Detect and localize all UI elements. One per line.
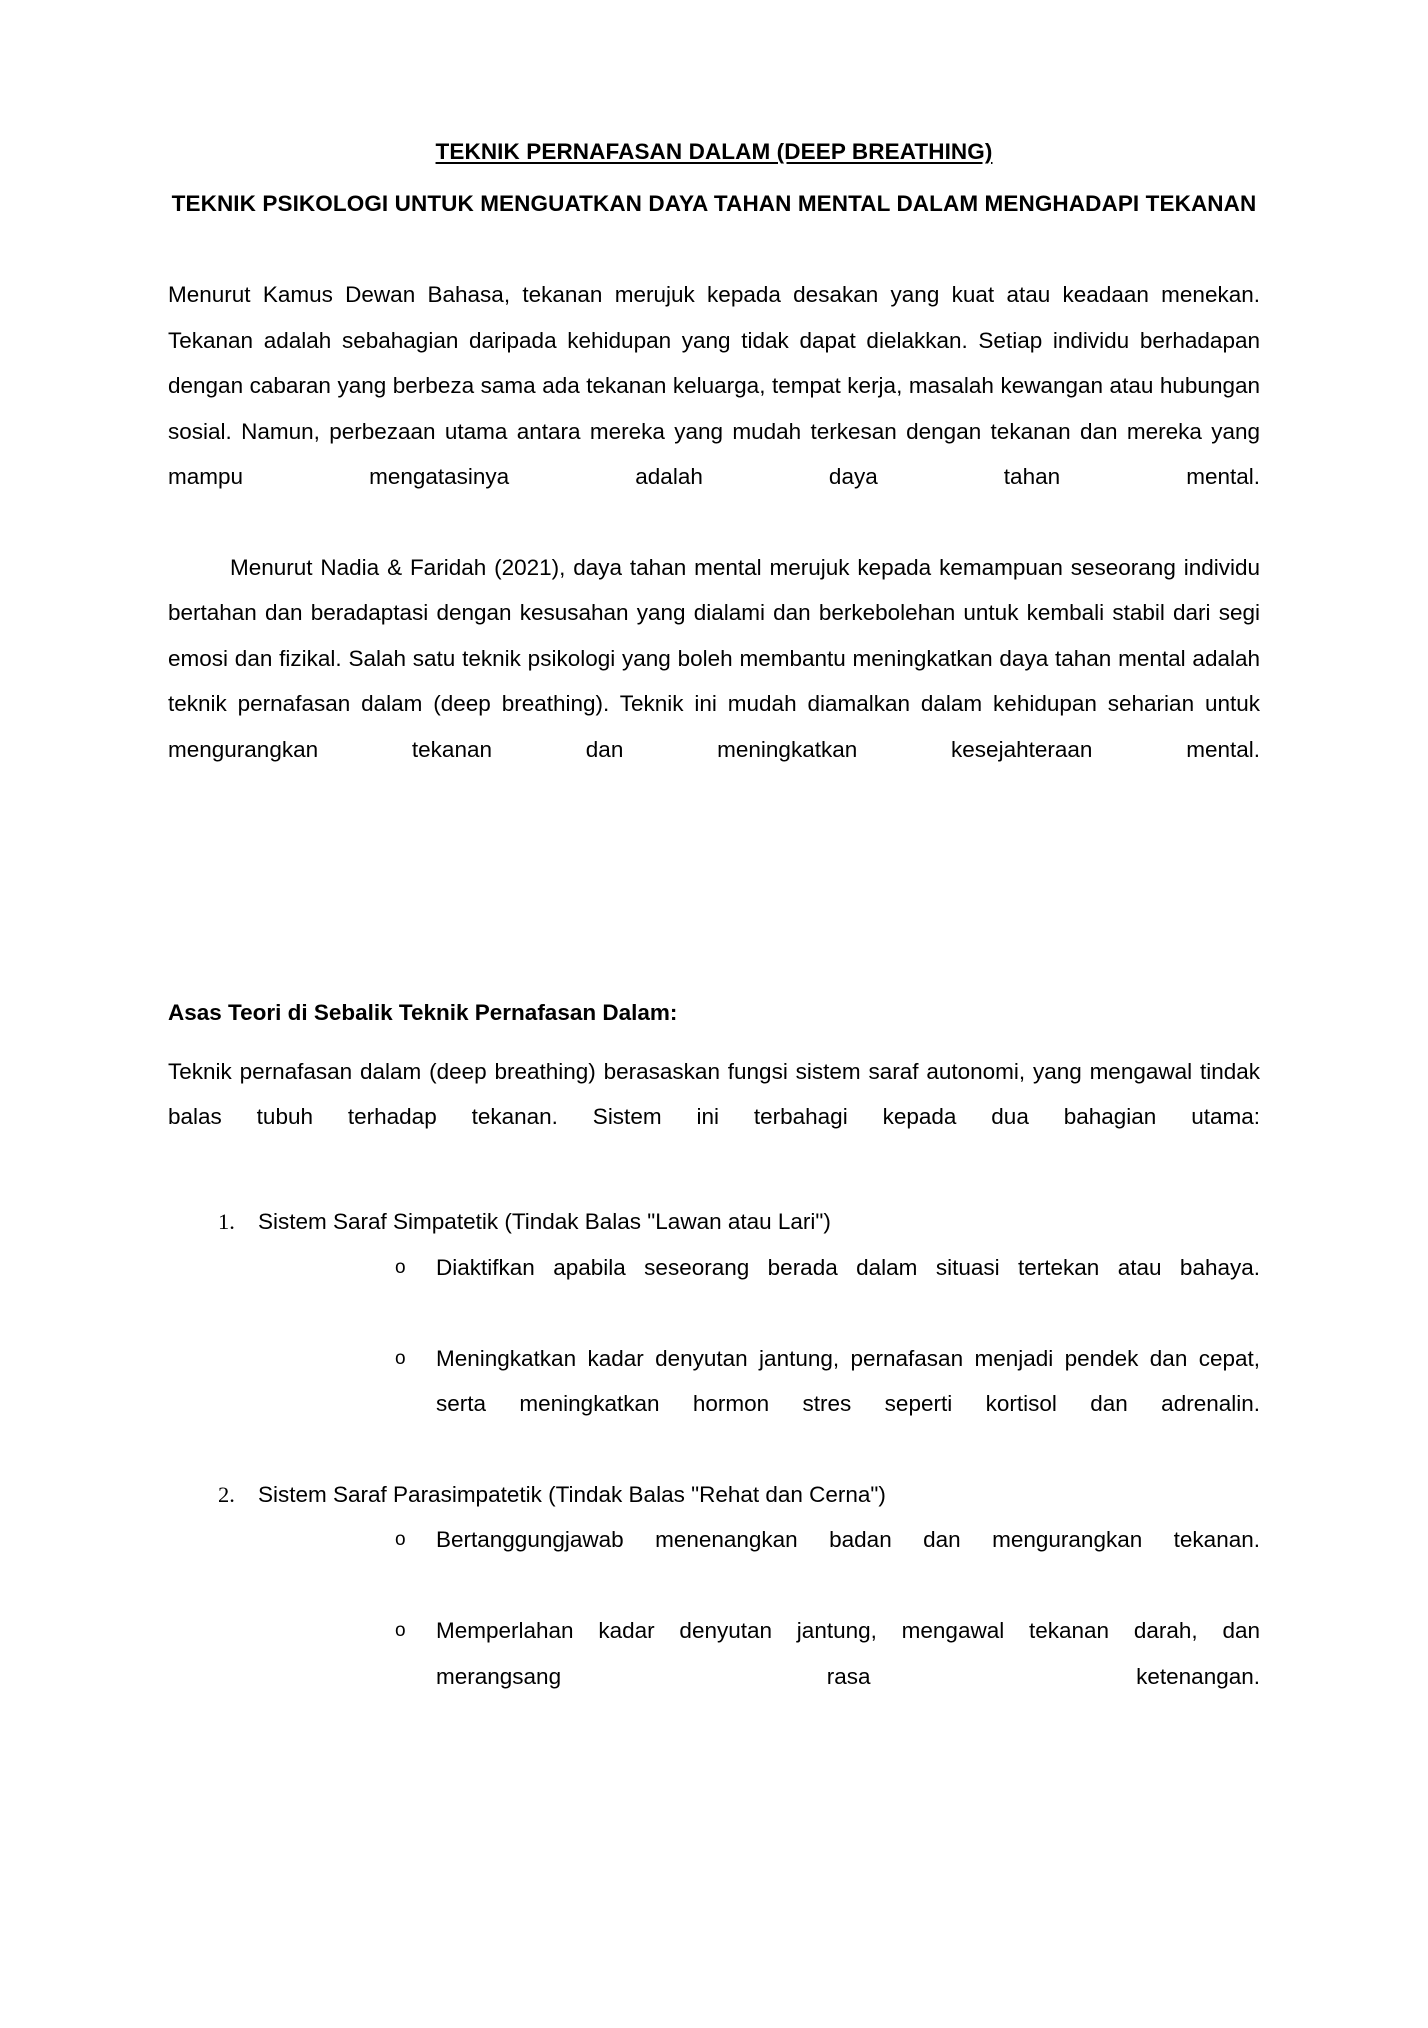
sub-list-item [258,1336,1260,1472]
section-spacer [168,818,1260,990]
sub-list-item-label: Diaktifkan apabila seseorang berada dalam situasi tertekan atau bahaya. [436,1254,1260,1280]
section-intro-paragraph: Teknik pernafasan dalam (deep breathing) berasaskan fungsi sistem saraf autonomi, yang mengawal tindak balas tubuh terhadap tekanan. Sistem ini terbahagi kepada dua bahagian utama: [168,1058,1260,1130]
list-item-label: Sistem Saraf Simpatetik (Tindak Balas "Lawan atau Lari") [258,1209,831,1235]
sub-list-item-label: Meningkatkan kadar denyutan jantung, pernafasan menjadi pendek dan cepat, serta meningkatkan hormon stres seperti kortisol dan adrenalin. [436,1345,1260,1417]
list-item-label: Sistem Saraf Parasimpatetik (Tindak Balas "Rehat dan Cerna") [258,1481,886,1507]
sub-list-item [258,1245,1260,1336]
section-heading: Asas Teori di Sebalik Teknik Pernafasan Dalam: [168,999,678,1025]
list-marker: 1. [218,1209,235,1235]
page-title-text: TEKNIK PERNAFASAN DALAM (DEEP BREATHING) [435,139,993,164]
sub-list-marker: o [395,1529,406,1551]
page-title [168,0,1260,166]
sub-list-marker: o [395,1620,406,1642]
document-content [168,0,1260,1745]
numbered-list [168,1185,1260,1744]
sub-list-marker: o [395,1256,406,1278]
sub-list-item [258,1608,1260,1744]
sub-list-item-label: Bertanggungjawab menenangkan badan dan mengurangkan tekanan. [436,1527,1260,1553]
list-item [168,1199,1260,1472]
paragraph-1: Menurut Kamus Dewan Bahasa, tekanan merujuk kepada desakan yang kuat atau keadaan menekan. Tekanan adalah sebahagian daripada kehidupan yang tidak dapat dielakkan. Setiap individu berhadapan dengan cabaran yang berbeza sama ada tekanan keluarga, tempat kerja, masalah kewangan atau hubungan sosial. Namun, perbezaan utama antara mereka yang mudah terkesan dengan tekanan dan mereka yang mampu mengatasinya adalah daya tahan mental. [168,282,1260,490]
sub-list-item-label: Memperlahan kadar denyutan jantung, mengawal tekanan darah, dan merangsang rasa ketenangan. [436,1618,1260,1689]
list-marker: 2. [218,1481,235,1507]
list-item [168,1472,1260,1745]
sub-list-marker: o [395,1347,406,1369]
sub-list [258,1517,1260,1744]
page-subtitle: TEKNIK PSIKOLOGI UNTUK MENGUATKAN DAYA TAHAN MENTAL DALAM MENGHADAPI TEKANAN [171,191,1257,217]
sub-list-item [258,1517,1260,1608]
sub-list [258,1245,1260,1472]
paragraph-2: Menurut Nadia & Faridah (2021), daya tahan mental merujuk kepada kemampuan seseorang individu bertahan dan beradaptasi dengan kesusahan yang dialami dan berkebolehan untuk kembali stabil dari segi emosi dan fizikal. Salah satu teknik psikologi yang boleh membantu meningkatkan daya tahan mental adalah teknik pernafasan dalam (deep breathing). Teknik ini mudah diamalkan dalam kehidupan seharian untuk mengurangkan tekanan dan meningkatkan kesejahteraan mental. [168,554,1260,762]
